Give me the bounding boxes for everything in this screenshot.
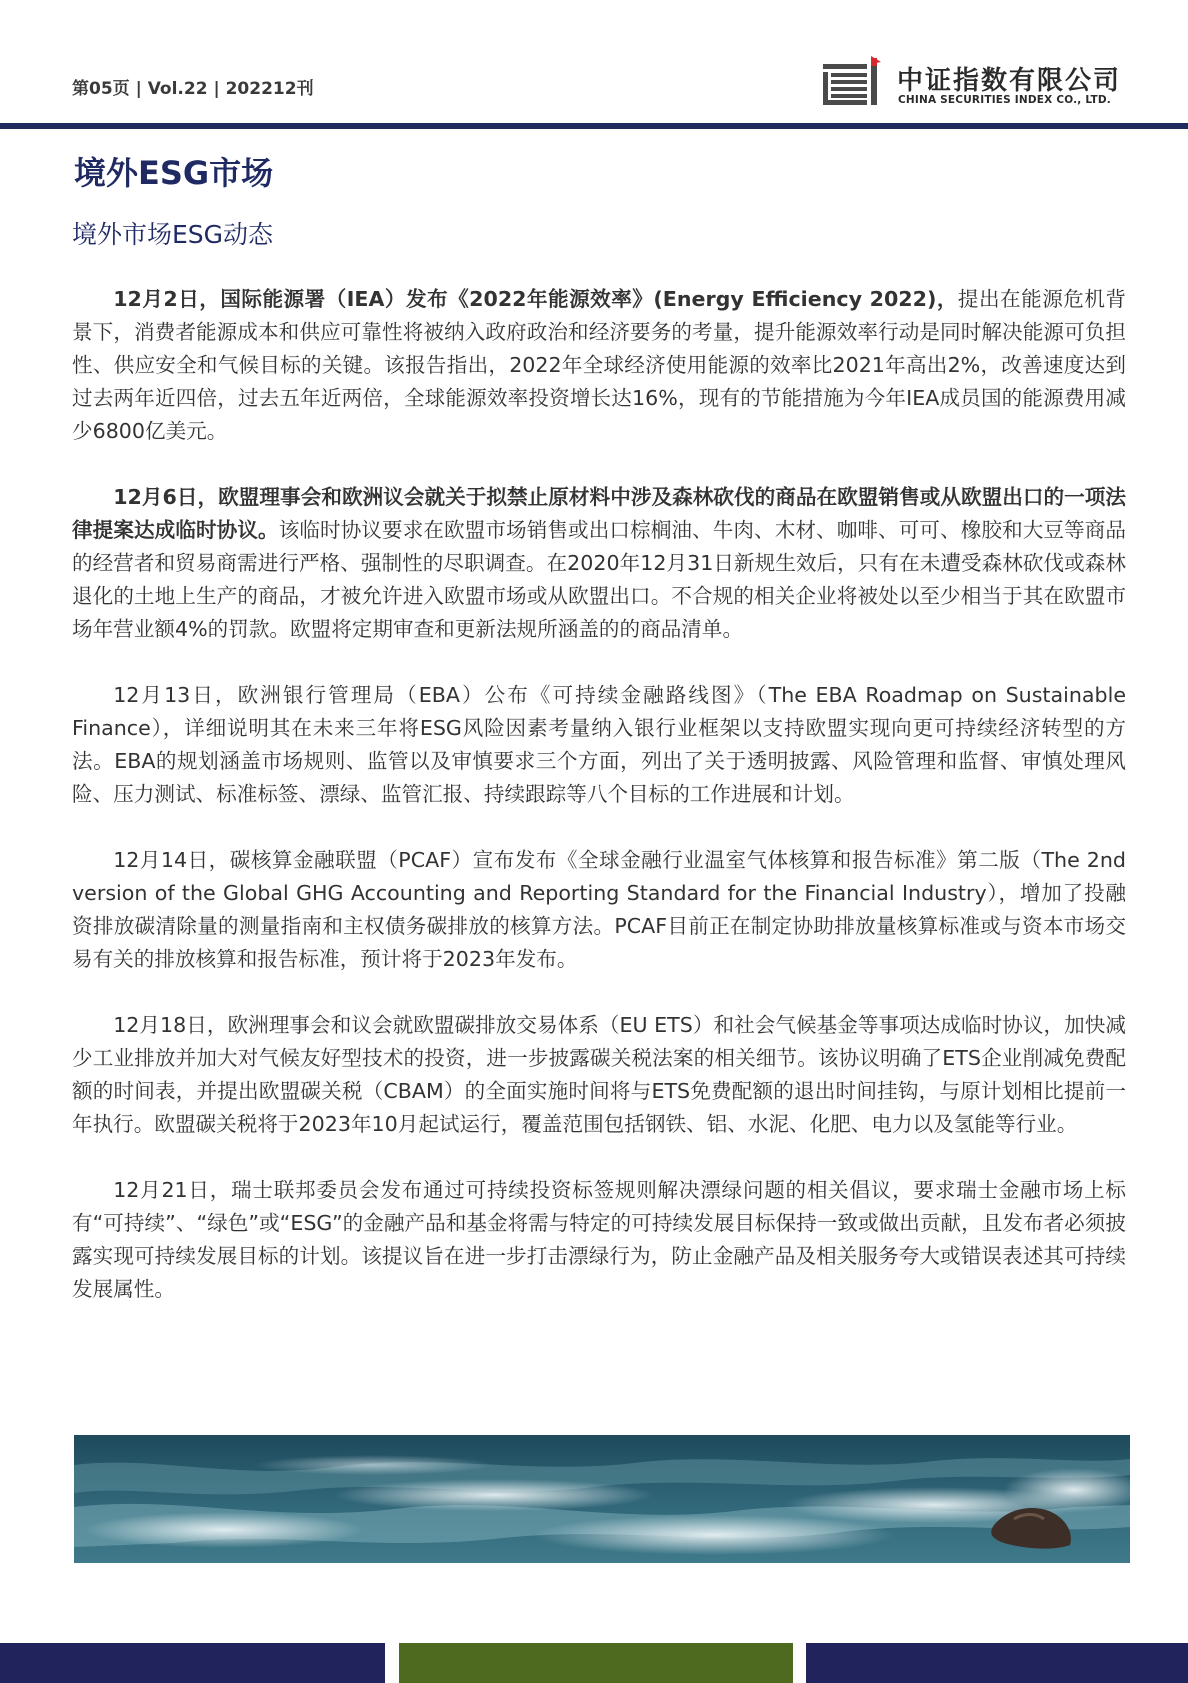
paragraph-lead: 12月6日，欧盟理事会和欧洲议会就关于拟禁止原材料中涉及森林砍伐的商品在欧盟销售或从欧盟出口的一项法律提案达成临时协议。 [72,485,1126,542]
company-name-cn: 中证指数有限公司 [897,66,1122,96]
news-paragraph [72,1009,1126,1141]
paragraph-body: 该临时协议要求在欧盟市场销售或出口棕榈油、牛肉、木材、咖啡、可可、橡胶和大豆等商品的经营者和贸易商需进行严格、强制性的尽职调查。在2020年12月31日新规生效后，只有在未遭受森林砍伐或森林退化的土地上生产的商品，才被允许进入欧盟市场或从欧盟出口。不合规的相关企业将被处以至少相当于其在欧盟市场年营业额4%的罚款。欧盟将定期审查和更新法规所涵盖的的商品清单。 [72,518,1127,641]
section-title: 境外ESG市场 [74,154,274,192]
section-subtitle: 境外市场ESG动态 [72,220,274,249]
news-paragraph [72,844,1126,976]
header-divider [0,123,1188,129]
ocean-waves-image [74,1435,1130,1563]
page-header [0,0,1188,125]
paragraph-body: 12月18日，欧洲理事会和议会就欧盟碳排放交易体系（EU ETS）和社会气候基金等事项达成临时协议，加快减少工业排放并加大对气候友好型技术的投资，进一步披露碳关税法案的相关细节。该协议明确了ETS企业削减免费配额的时间表，并提出欧盟碳关税（CBAM）的全面实施时间将与ETS免费配额的退出时间挂钩，与原计划相比提前一年执行。欧盟碳关税将于2023年10月起试运行，覆盖范围包括钢铁、铝、水泥、化肥、电力以及氢能等行业。 [72,1013,1126,1136]
paragraph-body: 12月21日，瑞士联邦委员会发布通过可持续投资标签规则解决漂绿问题的相关倡议，要求瑞士金融市场上标有“可持续”、“绿色”或“ESG”的金融产品和基金将需与特定的可持续发展目标保持一致或做出贡献，且发布者必须披露实现可持续发展目标的计划。该提议旨在进一步打击漂绿行为，防止金融产品及相关服务夸大或错误表述其可持续发展属性。 [72,1178,1126,1301]
csi-logo-icon [823,56,883,106]
news-paragraph [72,1174,1126,1306]
article-body [72,283,1126,1339]
paragraph-body: 12月13日，欧洲银行管理局（EBA）公布《可持续金融路线图》（The EBA Roadmap on Sustainable Finance），详细说明其在未来三年将ESG风险因素考量纳入银行业框架以支持欧盟实现向更可持续经济转型的方法。EBA的规划涵盖市场规则、监管以及审慎要求三个方面，列出了关于透明披露、风险管理和监督、审慎处理风险、压力测试、标准标签、漂绿、监管汇报、持续跟踪等八个目标的工作进展和计划。 [72,683,1126,806]
company-name-en: CHINA SECURITIES INDEX CO., LTD. [898,94,1111,106]
news-paragraph [72,481,1126,646]
paragraph-lead: 12月2日，国际能源署（IEA）发布《2022年能源效率》(Energy Efficiency 2022)， [113,287,958,311]
issue-info: 第05页 | Vol.22 | 202212刊 [72,79,314,99]
news-paragraph [72,679,1126,811]
paragraph-body: 12月14日，碳核算金融联盟（PCAF）宣布发布《全球金融行业温室气体核算和报告标准》第二版（The 2nd version of the Global GHG Accounting and Reporting Standard for the Financial Industry），增加了投融资排放碳清除量的测量指南和主权债务碳排放的核算方法。PCAF目前正在制定协助排放量核算标准或与资本市场交易有关的排放核算和报告标准，预计将于2023年发布。 [72,848,1126,971]
footer-bar-right [806,1643,1188,1683]
footer-bar-left [0,1643,385,1683]
news-paragraph [72,283,1126,448]
company-logo [823,54,1133,110]
ocean-waves-icon [74,1435,1130,1563]
footer-bar-middle [399,1643,793,1683]
paragraph-body: 提出在能源危机背景下，消费者能源成本和供应可靠性将被纳入政府政治和经济要务的考量，提升能源效率行动是同时解决能源可负担性、供应安全和气候目标的关键。该报告指出，2022年全球经济使用能源的效率比2021年高出2%，改善速度达到过去两年近四倍，过去五年近两倍，全球能源效率投资增长达16%，现有的节能措施为今年IEA成员国的能源费用减少6800亿美元。 [72,287,1126,443]
